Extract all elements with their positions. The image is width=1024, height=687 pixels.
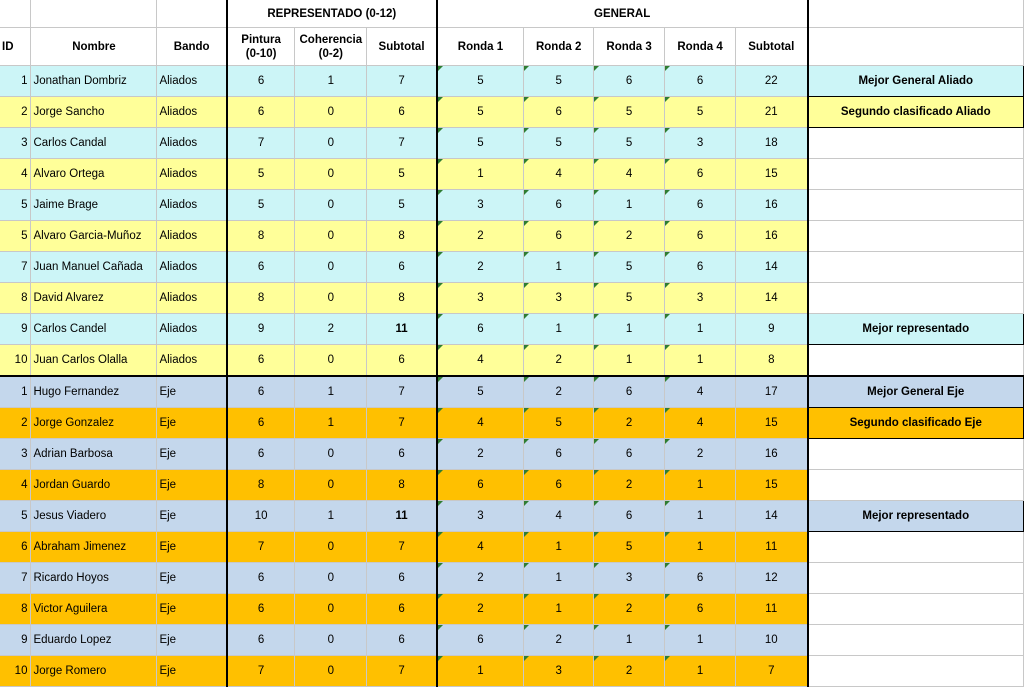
cell-id[interactable]: 7 <box>0 563 31 594</box>
cell-id[interactable]: 4 <box>0 470 31 501</box>
cell-ronda1[interactable]: 1 <box>437 159 524 190</box>
col-header-id[interactable]: ID <box>0 28 31 66</box>
cell-nombre[interactable]: Jaime Brage <box>31 190 157 221</box>
cell-coherencia[interactable]: 0 <box>295 439 367 470</box>
table-row <box>0 97 1024 128</box>
table-row <box>0 501 1024 532</box>
cell-ronda2[interactable]: 2 <box>524 625 594 656</box>
cell-bando[interactable]: Aliados <box>157 97 227 128</box>
cell-subtotal-general[interactable]: 12 <box>736 563 808 594</box>
cell-ronda3[interactable]: 6 <box>594 66 665 97</box>
col-header-ronda3[interactable]: Ronda 3 <box>594 28 665 66</box>
cell-ronda4[interactable]: 1 <box>665 470 736 501</box>
cell-ronda4[interactable]: 6 <box>665 594 736 625</box>
cell-bando[interactable]: Aliados <box>157 66 227 97</box>
cell-id[interactable]: 3 <box>0 439 31 470</box>
cell-subtotal-general[interactable]: 22 <box>736 66 808 97</box>
cell-nombre[interactable]: David Alvarez <box>31 283 157 314</box>
cell-coherencia[interactable]: 0 <box>295 470 367 501</box>
cell-subtotal-general[interactable]: 14 <box>736 501 808 532</box>
cell-id[interactable]: 6 <box>0 532 31 563</box>
cell-ronda4[interactable]: 6 <box>665 159 736 190</box>
cell-coherencia[interactable]: 0 <box>295 563 367 594</box>
cell-subtotal-representado[interactable]: 7 <box>367 408 437 439</box>
table-row <box>0 314 1024 345</box>
cell-subtotal-general[interactable]: 14 <box>736 283 808 314</box>
cell-subtotal-representado[interactable]: 7 <box>367 66 437 97</box>
cell-subtotal-general[interactable]: 15 <box>736 159 808 190</box>
cell-ronda4[interactable]: 6 <box>665 190 736 221</box>
cell-ronda2[interactable]: 6 <box>524 470 594 501</box>
cell-blank[interactable] <box>808 439 1024 470</box>
cell-ronda2[interactable]: 6 <box>524 97 594 128</box>
cell-id[interactable]: 8 <box>0 283 31 314</box>
cell-nombre[interactable]: Abraham Jimenez <box>31 532 157 563</box>
cell-nombre[interactable]: Juan Carlos Olalla <box>31 345 157 377</box>
table-row <box>0 345 1024 377</box>
cell-blank[interactable] <box>808 190 1024 221</box>
cell-ronda4[interactable]: 4 <box>665 376 736 408</box>
cell-ronda1[interactable]: 3 <box>437 501 524 532</box>
table-row <box>0 532 1024 563</box>
cell-bando[interactable]: Aliados <box>157 159 227 190</box>
cell-bando[interactable]: Eje <box>157 594 227 625</box>
cell-ronda2[interactable]: 5 <box>524 408 594 439</box>
cell-coherencia[interactable]: 0 <box>295 252 367 283</box>
cell-nombre[interactable]: Adrian Barbosa <box>31 439 157 470</box>
cell-blank[interactable] <box>808 470 1024 501</box>
cell-pintura[interactable]: 6 <box>227 563 295 594</box>
cell-ronda3[interactable]: 2 <box>594 594 665 625</box>
cell-pintura[interactable]: 10 <box>227 501 295 532</box>
group-header-representado[interactable]: REPRESENTADO (0-12) <box>227 0 437 28</box>
cell-blank[interactable] <box>808 563 1024 594</box>
cell-bando[interactable]: Eje <box>157 470 227 501</box>
cell-ronda1[interactable]: 3 <box>437 283 524 314</box>
cell-ronda4[interactable]: 6 <box>665 563 736 594</box>
cell-ronda3[interactable]: 2 <box>594 470 665 501</box>
cell-coherencia[interactable]: 0 <box>295 97 367 128</box>
col-header-pintura-line1: Pintura <box>241 33 281 46</box>
col-header-subtotal-representado[interactable]: Subtotal <box>367 28 437 66</box>
cell-ronda1[interactable]: 5 <box>437 66 524 97</box>
cell-ronda1[interactable]: 2 <box>437 594 524 625</box>
cell-ronda1[interactable]: 6 <box>437 470 524 501</box>
cell-ronda2[interactable]: 4 <box>524 159 594 190</box>
cell-id[interactable]: 9 <box>0 625 31 656</box>
cell-ronda3[interactable]: 6 <box>594 376 665 408</box>
cell-bando[interactable]: Aliados <box>157 252 227 283</box>
table-row <box>0 656 1024 687</box>
cell-ronda4[interactable]: 5 <box>665 97 736 128</box>
cell-ronda3[interactable]: 6 <box>594 439 665 470</box>
cell-id[interactable]: 1 <box>0 376 31 408</box>
cell-pintura[interactable]: 6 <box>227 66 295 97</box>
col-header-subtotal-general[interactable]: Subtotal <box>736 28 808 66</box>
cell-coherencia[interactable]: 0 <box>295 221 367 252</box>
cell-bando[interactable]: Aliados <box>157 314 227 345</box>
cell-subtotal-representado[interactable]: 6 <box>367 252 437 283</box>
cell-pintura[interactable]: 9 <box>227 314 295 345</box>
table-row <box>0 66 1024 97</box>
cell-ronda2[interactable]: 1 <box>524 594 594 625</box>
cell-nombre[interactable]: Jorge Sancho <box>31 97 157 128</box>
cell-subtotal-general[interactable]: 21 <box>736 97 808 128</box>
header-blank-cell[interactable] <box>808 28 1024 66</box>
cell-pintura[interactable]: 6 <box>227 376 295 408</box>
cell-id[interactable]: 2 <box>0 97 31 128</box>
cell-pintura[interactable]: 6 <box>227 439 295 470</box>
cell-bando[interactable]: Aliados <box>157 345 227 377</box>
cell-blank[interactable] <box>808 656 1024 687</box>
cell-coherencia[interactable]: 0 <box>295 128 367 159</box>
cell-id[interactable]: 10 <box>0 656 31 687</box>
table-row <box>0 252 1024 283</box>
cell-ronda1[interactable]: 3 <box>437 190 524 221</box>
cell-subtotal-representado[interactable]: 6 <box>367 625 437 656</box>
cell-id[interactable]: 4 <box>0 159 31 190</box>
cell-ronda4[interactable]: 6 <box>665 221 736 252</box>
cell-pintura[interactable]: 6 <box>227 252 295 283</box>
cell-coherencia[interactable]: 0 <box>295 594 367 625</box>
cell-ronda2[interactable]: 1 <box>524 314 594 345</box>
cell-ronda2[interactable]: 5 <box>524 66 594 97</box>
group-header-general[interactable]: GENERAL <box>437 0 808 28</box>
cell-coherencia[interactable]: 0 <box>295 625 367 656</box>
cell-id[interactable]: 2 <box>0 408 31 439</box>
cell-nombre[interactable]: Hugo Fernandez <box>31 376 157 408</box>
cell-nombre[interactable]: Jonathan Dombriz <box>31 66 157 97</box>
col-header-pintura[interactable] <box>227 28 295 66</box>
cell-coherencia[interactable]: 0 <box>295 283 367 314</box>
cell-nombre[interactable]: Juan Manuel Cañada <box>31 252 157 283</box>
cell-ronda1[interactable]: 5 <box>437 97 524 128</box>
cell-ronda4[interactable]: 6 <box>665 252 736 283</box>
cell-subtotal-representado[interactable]: 5 <box>367 190 437 221</box>
cell-subtotal-representado[interactable]: 6 <box>367 563 437 594</box>
header-blank-cell[interactable] <box>808 0 1024 28</box>
cell-pintura[interactable]: 7 <box>227 128 295 159</box>
cell-subtotal-general[interactable]: 16 <box>736 190 808 221</box>
cell-ronda1[interactable]: 5 <box>437 376 524 408</box>
cell-nombre[interactable]: Alvaro Ortega <box>31 159 157 190</box>
col-header-ronda1[interactable]: Ronda 1 <box>437 28 524 66</box>
cell-ronda3[interactable]: 6 <box>594 501 665 532</box>
table-row <box>0 190 1024 221</box>
cell-id[interactable]: 10 <box>0 345 31 377</box>
cell-note[interactable]: Mejor General Aliado <box>808 66 1024 97</box>
cell-blank[interactable] <box>808 159 1024 190</box>
table-row <box>0 470 1024 501</box>
cell-subtotal-general[interactable]: 8 <box>736 345 808 377</box>
cell-coherencia[interactable]: 1 <box>295 66 367 97</box>
cell-subtotal-representado[interactable]: 6 <box>367 97 437 128</box>
cell-subtotal-general[interactable]: 14 <box>736 252 808 283</box>
cell-subtotal-general[interactable]: 15 <box>736 408 808 439</box>
cell-ronda4[interactable]: 1 <box>665 345 736 377</box>
cell-id[interactable]: 1 <box>0 66 31 97</box>
col-header-ronda4[interactable]: Ronda 4 <box>665 28 736 66</box>
cell-pintura[interactable]: 6 <box>227 594 295 625</box>
table-row <box>0 439 1024 470</box>
table-row <box>0 159 1024 190</box>
cell-id[interactable]: 9 <box>0 314 31 345</box>
cell-subtotal-general[interactable]: 16 <box>736 439 808 470</box>
cell-ronda3[interactable]: 5 <box>594 252 665 283</box>
table-row <box>0 625 1024 656</box>
cell-subtotal-representado[interactable]: 7 <box>367 656 437 687</box>
cell-ronda4[interactable]: 1 <box>665 656 736 687</box>
cell-subtotal-general[interactable]: 7 <box>736 656 808 687</box>
cell-blank[interactable] <box>808 345 1024 377</box>
cell-note[interactable]: Segundo clasificado Eje <box>808 408 1024 439</box>
cell-bando[interactable]: Aliados <box>157 128 227 159</box>
cell-blank[interactable] <box>808 252 1024 283</box>
cell-nombre[interactable]: Jorge Romero <box>31 656 157 687</box>
cell-bando[interactable]: Aliados <box>157 221 227 252</box>
cell-ronda2[interactable]: 4 <box>524 501 594 532</box>
cell-bando[interactable]: Aliados <box>157 190 227 221</box>
cell-bando[interactable]: Eje <box>157 408 227 439</box>
cell-bando[interactable]: Eje <box>157 501 227 532</box>
cell-ronda2[interactable]: 2 <box>524 345 594 377</box>
cell-subtotal-representado[interactable]: 8 <box>367 221 437 252</box>
cell-ronda4[interactable]: 1 <box>665 532 736 563</box>
cell-ronda1[interactable]: 4 <box>437 345 524 377</box>
cell-ronda2[interactable]: 6 <box>524 221 594 252</box>
cell-ronda3[interactable]: 4 <box>594 159 665 190</box>
cell-bando[interactable]: Eje <box>157 625 227 656</box>
cell-id[interactable]: 8 <box>0 594 31 625</box>
cell-id[interactable]: 5 <box>0 190 31 221</box>
header-row-groups <box>0 0 1024 28</box>
cell-pintura[interactable]: 7 <box>227 532 295 563</box>
table-row <box>0 283 1024 314</box>
cell-bando[interactable]: Aliados <box>157 283 227 314</box>
cell-subtotal-representado[interactable]: 11 <box>367 501 437 532</box>
cell-subtotal-representado[interactable]: 6 <box>367 439 437 470</box>
cell-ronda4[interactable]: 1 <box>665 314 736 345</box>
cell-pintura[interactable]: 5 <box>227 159 295 190</box>
cell-bando[interactable]: Eje <box>157 376 227 408</box>
cell-ronda1[interactable]: 2 <box>437 563 524 594</box>
cell-ronda2[interactable]: 3 <box>524 656 594 687</box>
header-blank-cell[interactable] <box>157 0 227 28</box>
cell-ronda3[interactable]: 5 <box>594 532 665 563</box>
cell-ronda4[interactable]: 6 <box>665 66 736 97</box>
cell-subtotal-representado[interactable]: 5 <box>367 159 437 190</box>
cell-subtotal-general[interactable]: 15 <box>736 470 808 501</box>
cell-blank[interactable] <box>808 128 1024 159</box>
cell-coherencia[interactable]: 0 <box>295 656 367 687</box>
cell-ronda3[interactable]: 2 <box>594 408 665 439</box>
cell-pintura[interactable]: 6 <box>227 345 295 377</box>
cell-ronda3[interactable]: 1 <box>594 625 665 656</box>
cell-ronda3[interactable]: 5 <box>594 97 665 128</box>
cell-bando[interactable]: Eje <box>157 532 227 563</box>
cell-subtotal-representado[interactable]: 6 <box>367 594 437 625</box>
cell-ronda2[interactable]: 6 <box>524 190 594 221</box>
cell-pintura[interactable]: 6 <box>227 408 295 439</box>
col-header-coherencia[interactable] <box>295 28 367 66</box>
col-header-nombre[interactable]: Nombre <box>31 28 157 66</box>
cell-blank[interactable] <box>808 532 1024 563</box>
cell-subtotal-representado[interactable]: 6 <box>367 345 437 377</box>
cell-coherencia[interactable]: 2 <box>295 314 367 345</box>
cell-coherencia[interactable]: 1 <box>295 501 367 532</box>
col-header-coherencia-line2: (0-2) <box>318 47 343 60</box>
cell-nombre[interactable]: Carlos Candal <box>31 128 157 159</box>
table-row <box>0 594 1024 625</box>
header-row-columns <box>0 28 1024 66</box>
cell-ronda3[interactable]: 1 <box>594 314 665 345</box>
cell-subtotal-representado[interactable]: 8 <box>367 470 437 501</box>
cell-subtotal-general[interactable]: 11 <box>736 532 808 563</box>
cell-ronda2[interactable]: 1 <box>524 532 594 563</box>
cell-pintura[interactable]: 6 <box>227 625 295 656</box>
cell-ronda1[interactable]: 2 <box>437 252 524 283</box>
cell-bando[interactable]: Eje <box>157 563 227 594</box>
col-header-ronda2[interactable]: Ronda 2 <box>524 28 594 66</box>
cell-bando[interactable]: Eje <box>157 439 227 470</box>
cell-ronda3[interactable]: 5 <box>594 283 665 314</box>
cell-subtotal-general[interactable]: 18 <box>736 128 808 159</box>
cell-nombre[interactable]: Eduardo Lopez <box>31 625 157 656</box>
table-row <box>0 376 1024 408</box>
table-row <box>0 563 1024 594</box>
cell-bando[interactable]: Eje <box>157 656 227 687</box>
header-blank-cell[interactable] <box>0 0 31 28</box>
cell-ronda3[interactable]: 2 <box>594 221 665 252</box>
cell-subtotal-general[interactable]: 16 <box>736 221 808 252</box>
cell-subtotal-general[interactable]: 17 <box>736 376 808 408</box>
cell-ronda1[interactable]: 4 <box>437 408 524 439</box>
cell-ronda2[interactable]: 2 <box>524 376 594 408</box>
cell-subtotal-representado[interactable]: 7 <box>367 376 437 408</box>
cell-nombre[interactable]: Carlos Candel <box>31 314 157 345</box>
cell-pintura[interactable]: 8 <box>227 470 295 501</box>
cell-ronda1[interactable]: 6 <box>437 625 524 656</box>
cell-subtotal-representado[interactable]: 7 <box>367 128 437 159</box>
cell-subtotal-representado[interactable]: 11 <box>367 314 437 345</box>
cell-ronda2[interactable]: 6 <box>524 439 594 470</box>
cell-blank[interactable] <box>808 625 1024 656</box>
cell-nombre[interactable]: Ricardo Hoyos <box>31 563 157 594</box>
cell-ronda2[interactable]: 5 <box>524 128 594 159</box>
cell-pintura[interactable]: 6 <box>227 97 295 128</box>
cell-ronda2[interactable]: 3 <box>524 283 594 314</box>
cell-ronda3[interactable]: 1 <box>594 190 665 221</box>
cell-ronda3[interactable]: 1 <box>594 345 665 377</box>
cell-ronda4[interactable]: 1 <box>665 625 736 656</box>
header-blank-cell[interactable] <box>31 0 157 28</box>
col-header-pintura-line2: (0-10) <box>245 47 277 60</box>
cell-subtotal-representado[interactable]: 8 <box>367 283 437 314</box>
cell-ronda2[interactable]: 1 <box>524 252 594 283</box>
cell-pintura[interactable]: 7 <box>227 656 295 687</box>
cell-ronda1[interactable]: 1 <box>437 656 524 687</box>
cell-blank[interactable] <box>808 221 1024 252</box>
cell-nombre[interactable]: Alvaro Garcia-Muñoz <box>31 221 157 252</box>
col-header-bando[interactable]: Bando <box>157 28 227 66</box>
cell-ronda1[interactable]: 5 <box>437 128 524 159</box>
table-row <box>0 221 1024 252</box>
cell-coherencia[interactable]: 0 <box>295 532 367 563</box>
cell-note[interactable]: Mejor representado <box>808 501 1024 532</box>
cell-blank[interactable] <box>808 594 1024 625</box>
table-row <box>0 408 1024 439</box>
cell-id[interactable]: 7 <box>0 252 31 283</box>
cell-note[interactable]: Mejor representado <box>808 314 1024 345</box>
cell-subtotal-general[interactable]: 10 <box>736 625 808 656</box>
cell-id[interactable]: 3 <box>0 128 31 159</box>
col-header-coherencia-line1: Coherencia <box>299 33 363 46</box>
cell-subtotal-general[interactable]: 9 <box>736 314 808 345</box>
cell-ronda3[interactable]: 3 <box>594 563 665 594</box>
cell-nombre[interactable]: Victor Aguilera <box>31 594 157 625</box>
cell-ronda3[interactable]: 5 <box>594 128 665 159</box>
cell-pintura[interactable]: 5 <box>227 190 295 221</box>
cell-coherencia[interactable]: 0 <box>295 345 367 377</box>
cell-subtotal-representado[interactable]: 7 <box>367 532 437 563</box>
cell-ronda1[interactable]: 4 <box>437 532 524 563</box>
cell-ronda3[interactable]: 2 <box>594 656 665 687</box>
cell-ronda4[interactable]: 1 <box>665 501 736 532</box>
cell-ronda4[interactable]: 3 <box>665 283 736 314</box>
cell-ronda1[interactable]: 2 <box>437 221 524 252</box>
cell-pintura[interactable]: 8 <box>227 221 295 252</box>
cell-note[interactable]: Segundo clasificado Aliado <box>808 97 1024 128</box>
cell-ronda4[interactable]: 4 <box>665 408 736 439</box>
cell-coherencia[interactable]: 1 <box>295 376 367 408</box>
cell-subtotal-general[interactable]: 11 <box>736 594 808 625</box>
cell-ronda1[interactable]: 6 <box>437 314 524 345</box>
cell-ronda1[interactable]: 2 <box>437 439 524 470</box>
cell-id[interactable]: 5 <box>0 221 31 252</box>
cell-ronda2[interactable]: 1 <box>524 563 594 594</box>
cell-coherencia[interactable]: 1 <box>295 408 367 439</box>
cell-nombre[interactable]: Jesus Viadero <box>31 501 157 532</box>
table-body <box>0 66 1024 687</box>
cell-blank[interactable] <box>808 283 1024 314</box>
cell-nombre[interactable]: Jorge Gonzalez <box>31 408 157 439</box>
cell-pintura[interactable]: 8 <box>227 283 295 314</box>
cell-id[interactable]: 5 <box>0 501 31 532</box>
cell-coherencia[interactable]: 0 <box>295 190 367 221</box>
table-row <box>0 128 1024 159</box>
cell-nombre[interactable]: Jordan Guardo <box>31 470 157 501</box>
cell-ronda4[interactable]: 2 <box>665 439 736 470</box>
cell-note[interactable]: Mejor General Eje <box>808 376 1024 408</box>
cell-ronda4[interactable]: 3 <box>665 128 736 159</box>
cell-coherencia[interactable]: 0 <box>295 159 367 190</box>
